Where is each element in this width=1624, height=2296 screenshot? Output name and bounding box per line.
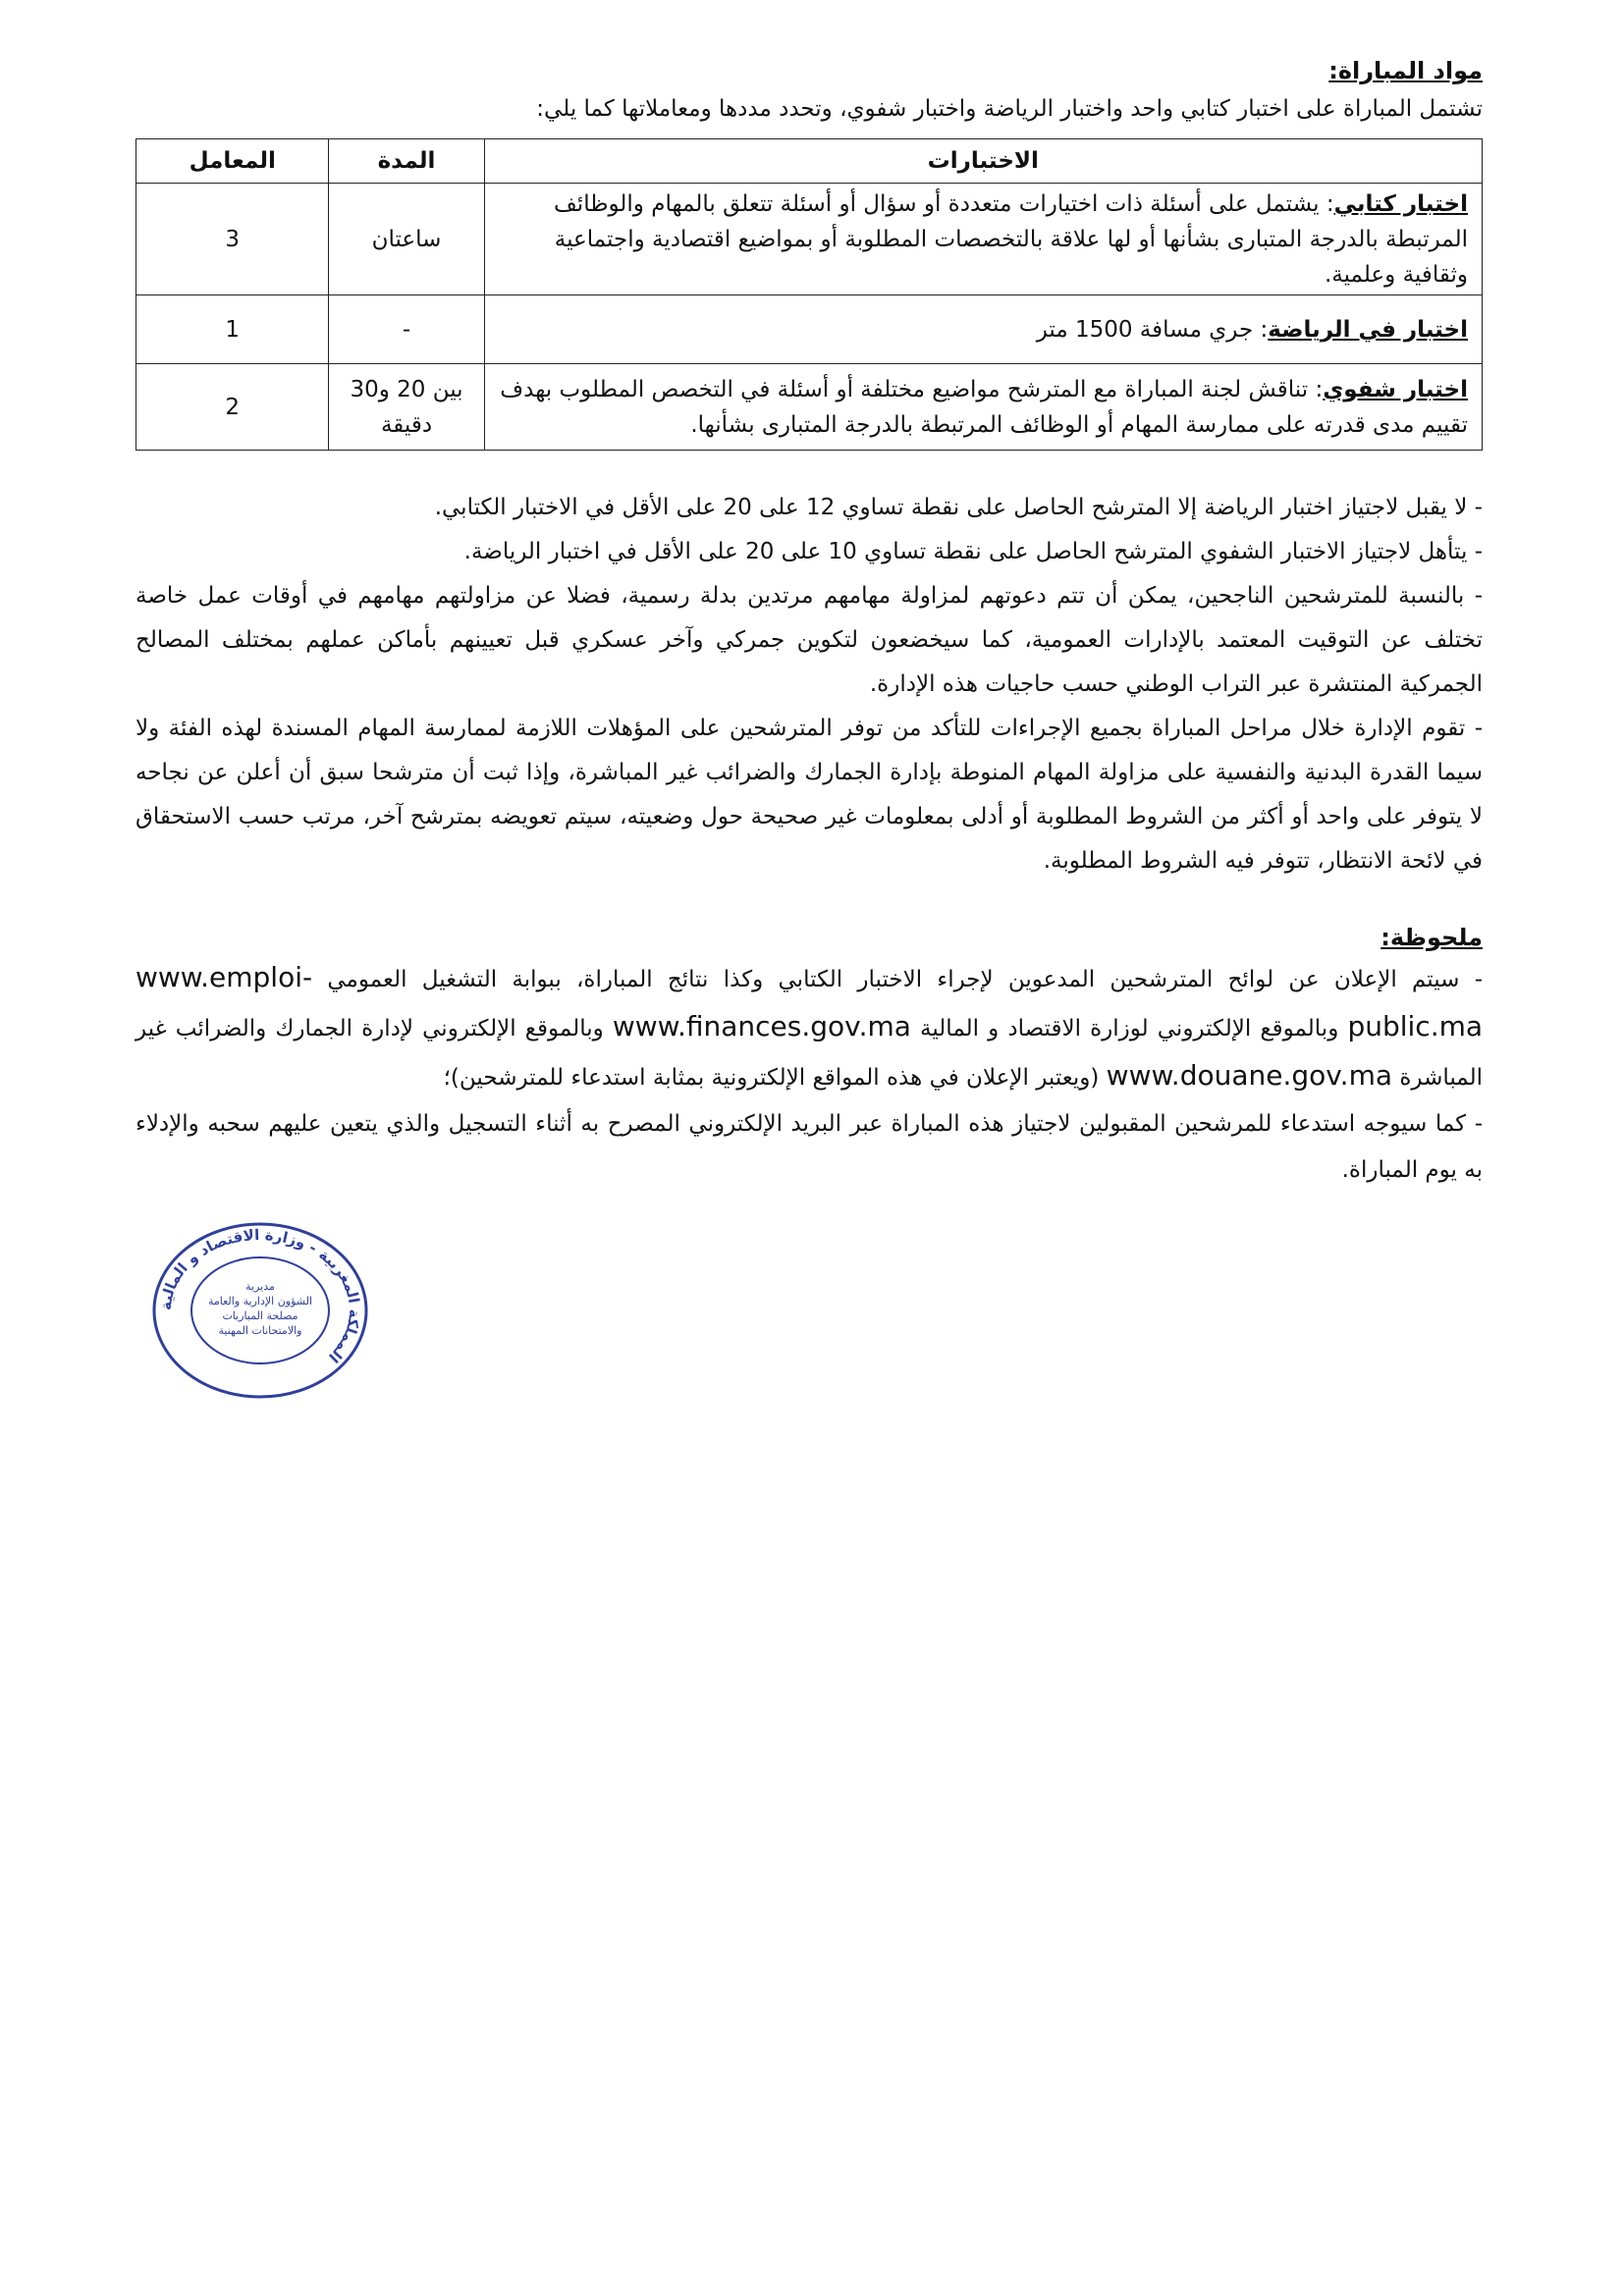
document-page [135, 54, 1483, 1194]
rule-item: - يتأهل لاجتياز الاختبار الشفوي المترشح الحاصل على نقطة تساوي 10 على 20 على الأقل في اختبار الرياضة. [463, 539, 1483, 564]
exam-description: : جري مسافة 1500 متر [1036, 316, 1269, 343]
rule-item: - بالنسبة للمترشحين الناجحين، يمكن أن تتم دعوتهم لمزاولة مهامهم مرتدين بدلة رسمية، فضلا عن مزاولتهم مهامهم في أوقات عمل خاصة تختلف عن التوقيت المعتمد بالإدارات العمومية، كما سيخضعون لتكوين جمركي وآخر عسكري قبل تعيينهم بأماكن عملهم بمختلف المصالح الجمركية المنتشرة عبر التراب الوطني حسب حاجيات هذه الإدارة. [135, 583, 1483, 697]
exam-coefficient: 1 [136, 295, 329, 364]
note-item: - كما سيوجه استدعاء للمرشحين المقبولين لاجتياز هذه المباراة عبر البريد الإلكتروني المصرح به أثناء التسجيل والذي يتعين عليهم سحبه والإدلاء به يوم المباراة. [135, 1111, 1483, 1183]
exam-cell [484, 295, 1482, 364]
exam-coefficient: 3 [136, 184, 329, 295]
rules-list [135, 486, 1483, 883]
stamp-inner-line: مصلحة المباريات [222, 1309, 298, 1322]
exam-description: : تناقش لجنة المباراة مع المترشح مواضيع مختلفة أو أسئلة في التخصص المطلوب بهدف تقييم مدى قدرته على ممارسة المهام أو الوظائف المرتبطة بالدرجة المتبارى بشأنها. [500, 376, 1468, 438]
note-text: وبالموقع الإلكتروني لإدارة الجمارك والضرائب غير المباشرة [135, 1016, 1483, 1091]
exam-title: اختبار كتابي [1333, 190, 1468, 217]
notes-list [135, 954, 1483, 1194]
section-intro: تشتمل المباراة على اختبار كتابي واحد واختبار الرياضة واختبار شفوي، وتحدد مددها ومعاملاتها كما يلي: [536, 96, 1483, 122]
douane-link[interactable]: www.douane.gov.ma [1106, 1059, 1393, 1092]
stamp-outer-text: المملكة المغربية - وزارة الاقتصاد و المالية [156, 1225, 364, 1366]
stamp-inner-line: والامتحانات المهنية [218, 1324, 302, 1337]
note-text: وبالموقع الإلكتروني لوزارة الاقتصاد و المالية [920, 1016, 1339, 1041]
official-stamp [147, 1217, 373, 1404]
header-coefficient: المعامل [136, 139, 329, 184]
exam-description: : يشتمل على أسئلة ذات اختيارات متعددة أو سؤال أو أسئلة تتعلق بالمهام والوظائف المرتبطة بالدرجة المتبارى بشأنها أو لها علاقة بالتخصصات المطلوبة أو بمواضيع اقتصادية واجتماعية وثقافية وعلمية. [553, 190, 1468, 288]
exams-table [135, 138, 1483, 451]
exam-coefficient: 2 [136, 364, 329, 451]
table-row [136, 184, 1483, 295]
note-text: - سيتم الإعلان عن لوائح المترشحين المدعوين لإجراء الاختبار الكتابي وكذا نتائج المباراة، ببوابة التشغيل العمومي [327, 967, 1483, 992]
exam-title: اختبار في الرياضة [1268, 316, 1468, 343]
header-exams: الاختبارات [484, 139, 1482, 184]
finances-link[interactable]: www.finances.gov.ma [612, 1010, 911, 1042]
stamp-inner-line: الشؤون الإدارية والعامة [207, 1295, 313, 1308]
stamp-inner-text [208, 1280, 312, 1337]
table-header-row [136, 139, 1483, 184]
table-row [136, 364, 1483, 451]
exam-title: اختبار شفوي [1323, 376, 1468, 402]
rule-item: - لا يقبل لاجتياز اختبار الرياضة إلا المترشح الحاصل على نقطة تساوي 12 على 20 على الأقل في الاختبار الكتابي. [434, 495, 1483, 520]
exam-cell [484, 184, 1482, 295]
exam-duration: - [329, 295, 484, 364]
exam-duration: ساعتان [329, 184, 484, 295]
section-title: مواد المباراة: [1328, 57, 1483, 84]
exam-duration: بين 20 و30 دقيقة [329, 364, 484, 451]
exam-cell [484, 364, 1482, 451]
table-row [136, 295, 1483, 364]
notes-title: ملحوظة: [1380, 924, 1483, 951]
stamp-inner-line: مديرية [245, 1280, 275, 1293]
header-duration: المدة [329, 139, 484, 184]
rule-item: - تقوم الإدارة خلال مراحل المباراة بجميع الإجراءات للتأكد من توفر المترشحين على المؤهلات اللازمة لممارسة المهام المسندة لهذه الفئة ولا سيما القدرة البدنية والنفسية على مزاولة المهام المنوطة بإدارة الجمارك والضرائب غير المباشرة، وإذا ثبت أن مترشحا سبق أن أعلن عن نجاحه لا يتوفر على واحد أو أكثر من الشروط المطلوبة أو أدلى بمعلومات غير صحيحة حول وضعيته، سيتم تعويضه بمترشح آخر، مرتب حسب الاستحقاق في لائحة الانتظار، تتوفر فيه الشروط المطلوبة. [135, 716, 1483, 874]
emploi-public-link[interactable]: www.emploi-public.ma [135, 961, 1484, 1042]
note-text: (ويعتبر الإعلان في هذه المواقع الإلكترونية بمثابة استدعاء للمترشحين)؛ [443, 1065, 1100, 1091]
note-item [135, 954, 1483, 1101]
